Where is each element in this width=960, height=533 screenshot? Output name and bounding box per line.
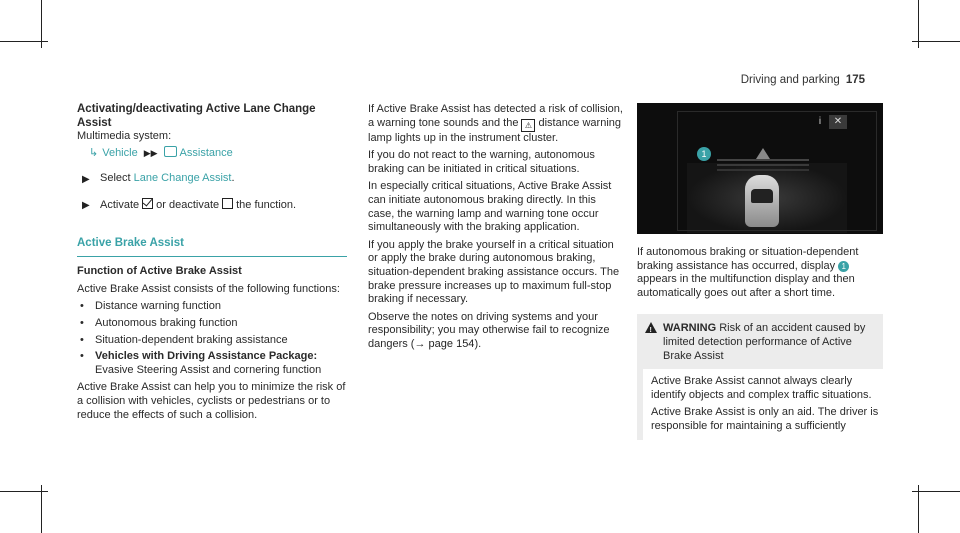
paragraph [368, 103, 624, 145]
paragraph [637, 246, 883, 300]
column-3 [637, 246, 883, 440]
step-text: the function. [236, 198, 297, 211]
crop-mark [0, 491, 48, 492]
checkbox-checked-icon [142, 198, 153, 209]
menu-assistance: Assistance [179, 146, 233, 159]
step-select [77, 172, 352, 186]
step-text: . [231, 172, 235, 185]
page-reference[interactable]: page 154 [428, 337, 475, 350]
return-arrow-icon: ↳ [89, 146, 99, 159]
collision-warning-icon [756, 148, 770, 159]
step-text: Select [100, 172, 131, 185]
multifunction-display-image [637, 103, 883, 234]
paragraph: If you apply the brake yourself in a critical situation or apply the brake during autonomous braking, situation-dependent braking assistance occurs. The brake pressure increases up to maximum full-stop braking if necessary. [368, 238, 620, 306]
function-heading: Function of Active Brake Assist [77, 265, 242, 278]
paragraph-text: appears in the multifunction display and then automatically goes out after a short time. [637, 273, 855, 299]
step-text: or deactivate [156, 198, 220, 211]
step-triangle-icon: ▶ [82, 199, 90, 211]
warning-label: WARNING [663, 322, 717, 335]
function-list [77, 300, 352, 377]
crop-mark [918, 485, 919, 533]
menu-lane-change-assist: Lane Change Assist [133, 172, 232, 185]
road-lines [717, 159, 809, 161]
chevron-double-icon: ▶▶ [143, 147, 158, 158]
running-header [741, 74, 865, 86]
paragraph-text: distance warning lamp lights up in the instrument cluster. [368, 116, 622, 144]
list-item: • Situation-dependent braking assistance [77, 334, 352, 348]
column-1 [77, 103, 352, 426]
arrow-icon: → [414, 337, 426, 350]
paragraph-text: If Active Brake Assist has detected a risk of collision, a warning tone sounds and the [368, 103, 623, 129]
car-icon [164, 146, 177, 157]
list-item: • Distance warning function [77, 300, 352, 314]
paragraph [368, 311, 624, 352]
paragraph: Active Brake Assist consists of the following functions: [77, 282, 340, 295]
crop-mark [912, 491, 960, 492]
warning-box [637, 314, 883, 439]
step-triangle-icon: ▶ [82, 174, 90, 186]
paragraph: If you do not react to the warning, autonomous braking can be initiated in critical situations. [368, 149, 595, 175]
heading-lane-change: Activating/deactivating Active Lane Change Assist [77, 103, 316, 129]
step-text: Activate [100, 198, 140, 211]
info-icon: i [818, 116, 822, 127]
list-item [77, 350, 352, 377]
system-label: Multimedia system: [77, 130, 172, 143]
column-2 [368, 103, 624, 356]
crop-mark [912, 41, 960, 42]
crop-mark [0, 41, 48, 42]
section-name: Driving and parking [740, 74, 840, 86]
menu-path [77, 146, 352, 161]
warning-header [637, 314, 883, 369]
callout-badge: 1 [697, 147, 711, 161]
paragraph-text: If autonomous braking or situation-dependent braking assistance has occurred, display [637, 246, 859, 272]
list-item-text: Evasive Steering Assist and cornering function [95, 363, 322, 376]
page-number: 175 [845, 74, 865, 86]
distance-warning-icon: ⚠ [521, 119, 535, 132]
paragraph: Active Brake Assist can help you to minimize the risk of a collision with vehicles, cyclists or pedestrians or to reduce the effects of such a collision. [77, 381, 346, 421]
step-activate [77, 198, 352, 213]
list-item: • Autonomous braking function [77, 317, 352, 331]
car-icon [745, 175, 779, 227]
warning-icon [645, 322, 657, 333]
section-title: Active Brake Assist [77, 236, 184, 249]
crop-mark [41, 485, 42, 533]
callout-badge-inline: 1 [838, 261, 849, 272]
menu-vehicle: Vehicle [102, 146, 138, 159]
section-rule [77, 256, 347, 257]
close-icon: ✕ [829, 115, 847, 129]
warning-headline: Risk of an accident caused by limited detection performance of Active Brake Assist [663, 322, 866, 362]
paragraph: In especially critical situations, Active Brake Assist can initiate autonomous braking directly. In this case, the warning lamp and warning tone occur simultaneously with the braking application. [368, 180, 612, 234]
checkbox-empty-icon [222, 198, 233, 209]
paragraph-text: Observe the notes on driving systems and your responsibility; you may otherwise fail to recognize dangers ( [368, 310, 610, 350]
paragraph: Active Brake Assist cannot always clearly identify objects and complex traffic situations. [651, 375, 872, 401]
paragraph-text: ). [474, 337, 482, 350]
list-item-bold: Vehicles with Driving Assistance Package: [95, 350, 318, 363]
warning-body [637, 369, 883, 439]
paragraph: Active Brake Assist is only an aid. The driver is responsible for maintaining a sufficiently [651, 406, 879, 432]
